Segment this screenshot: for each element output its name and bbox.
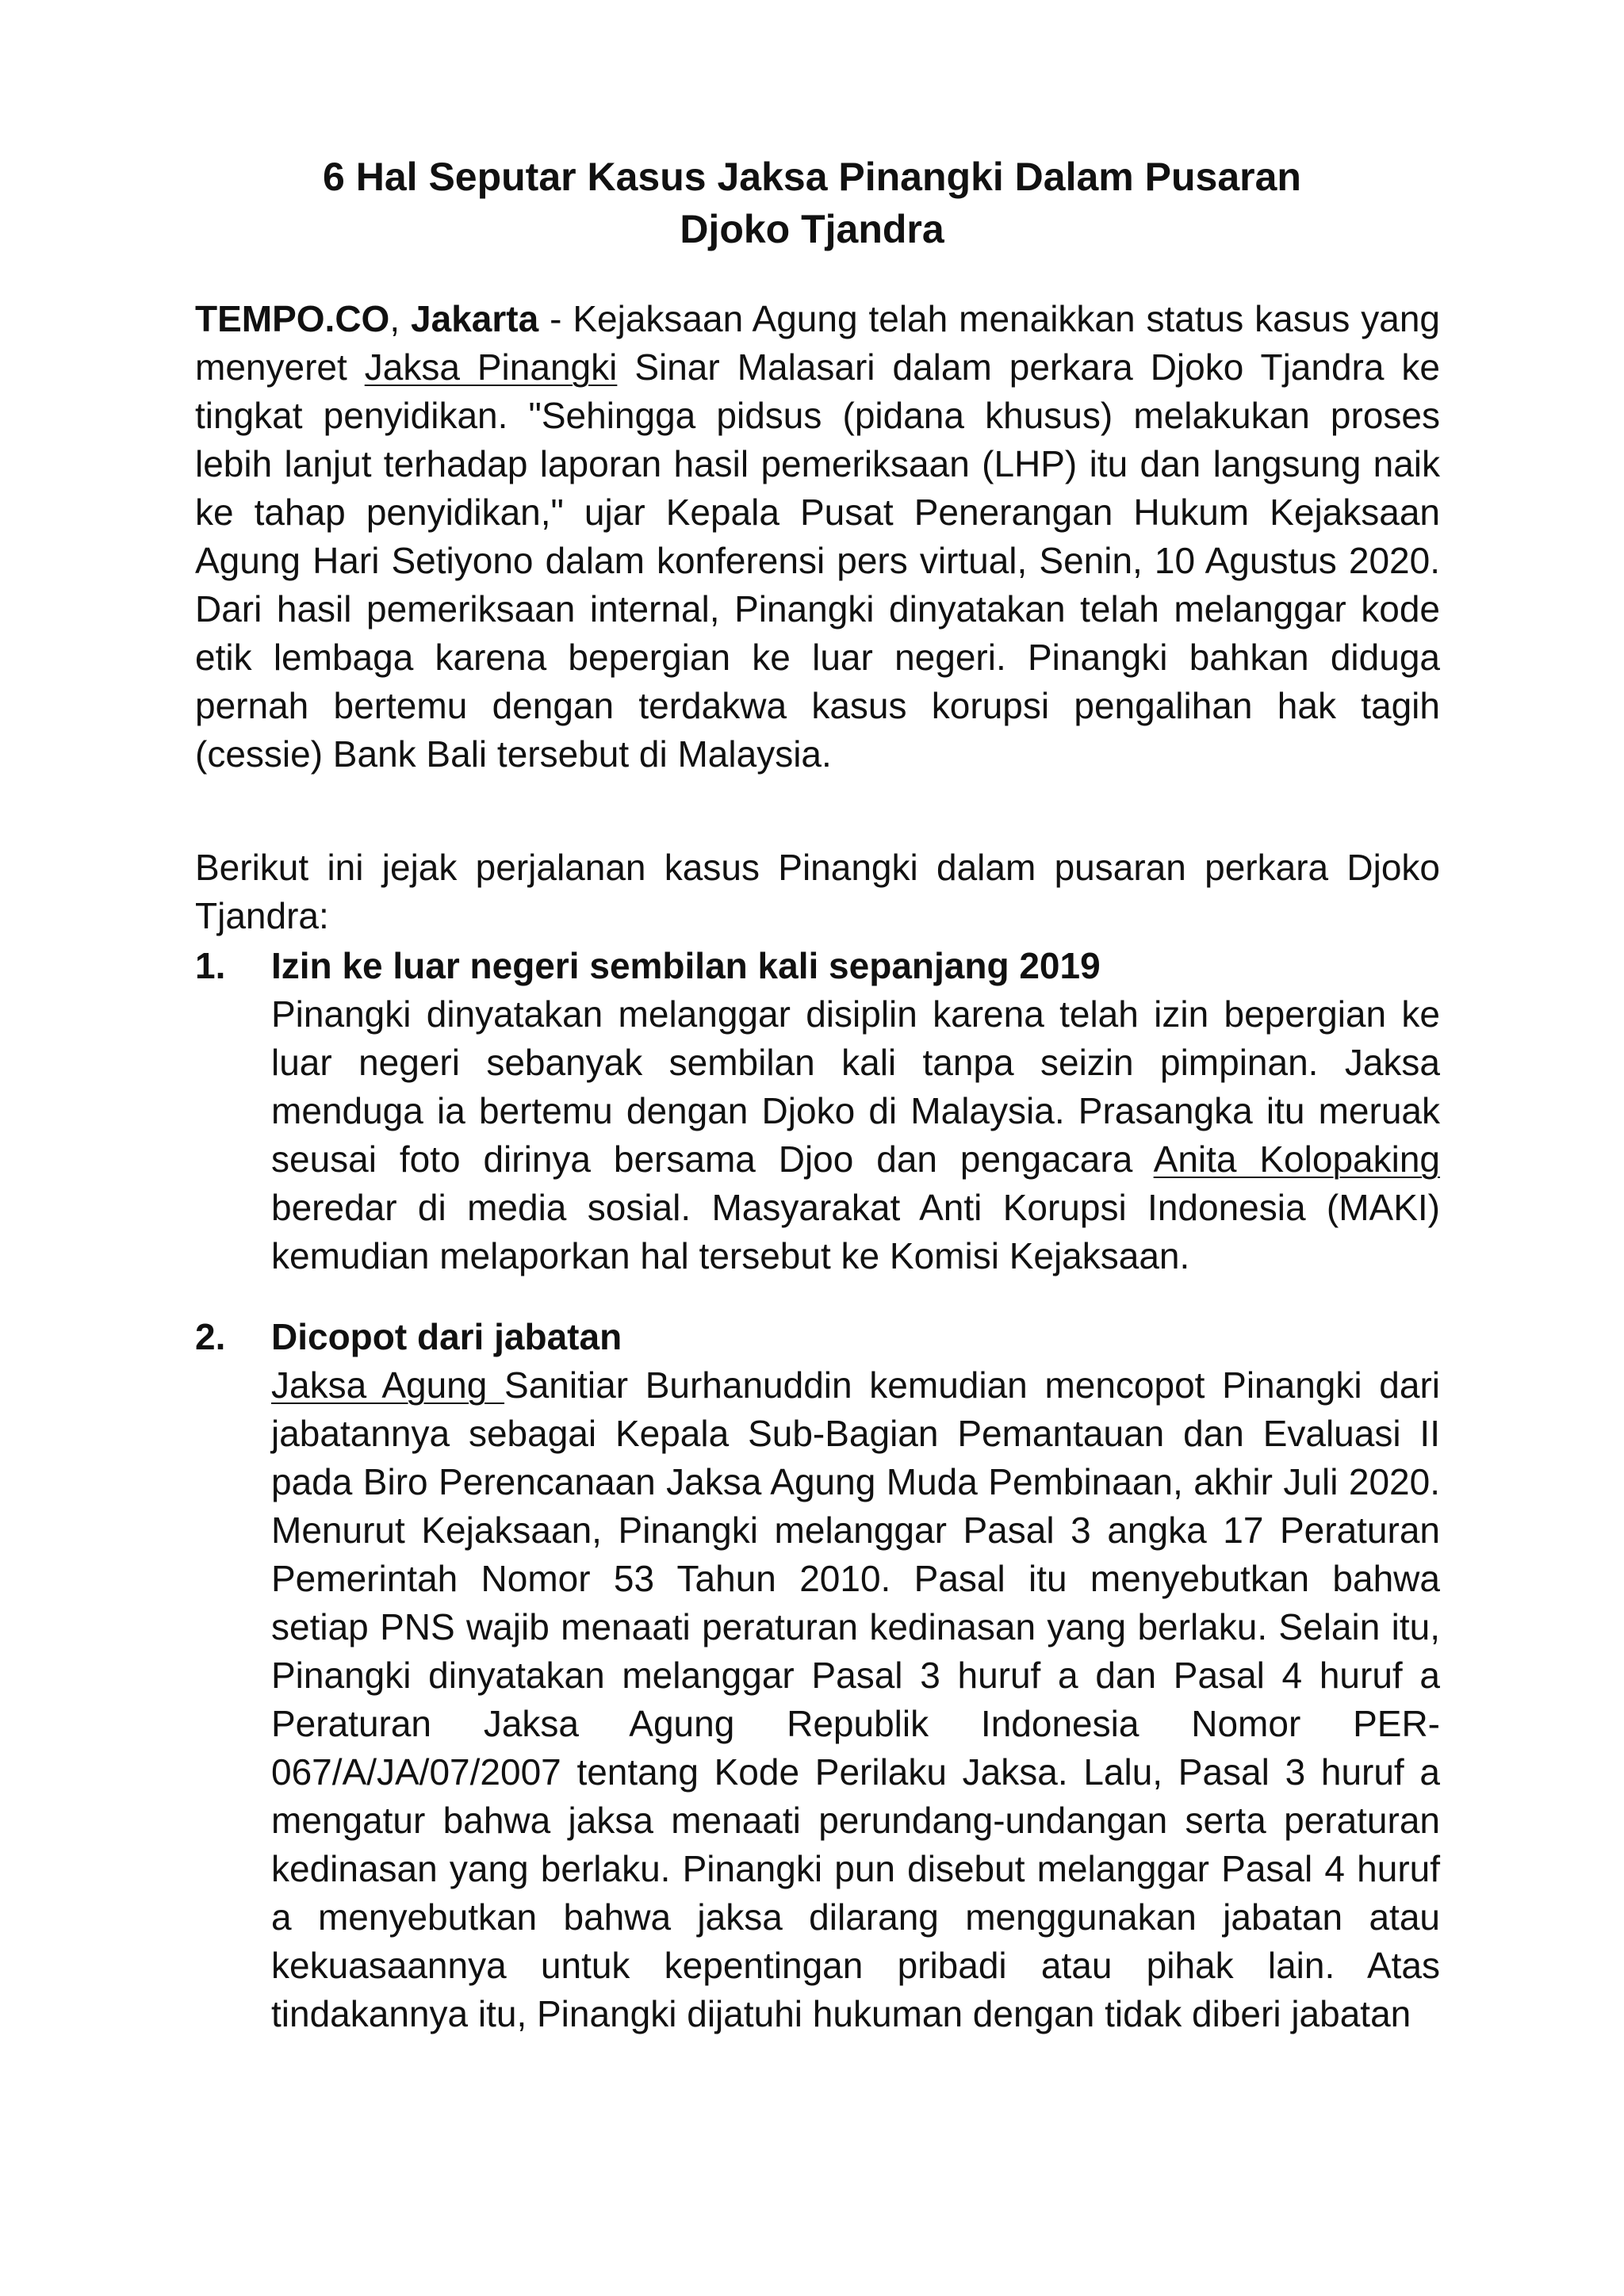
lead-paragraph: Berikut ini jejak perjalanan kasus Pinangki dalam pusaran perkara Djoko Tjandra:: [195, 847, 1440, 936]
intro-text-2: Sinar Malasari dalam perkara Djoko Tjandra ke tingkat penyidikan. "Sehingga pidsus (pidana khusus) melakukan proses lebih lanjut terhadap laporan hasil pemeriksaan (LHP) itu dan langsung naik ke tahap penyidikan," ujar Kepala Pusat Penerangan Hukum Kejaksaan Agung Hari Setiyono dalam konferensi pers virtual, Senin, 10 Agustus 2020. Dari hasil pemeriksaan internal, Pinangki dinyatakan telah melanggar kode etik lembaga karena bepergian ke luar negeri. Pinangki bahkan diduga pernah bertemu dengan terdakwa kasus korupsi pengalihan hak tagih (cessie) Bank Bali tersebut di Malaysia.: [195, 346, 1440, 775]
list-item-text-1: Pinangki dinyatakan melanggar disiplin karena telah izin bepergian ke luar negeri sebanyak sembilan kali tanpa seizin pimpinan. Jaksa menduga ia bertemu dengan Djoko di Malaysia. Prasangka itu meruak seusai foto dirinya bersama Djoo dan pengacara: [271, 993, 1440, 1180]
list-item-heading: Dicopot dari jabatan: [271, 1316, 622, 1357]
list-item-heading: Izin ke luar negeri sembilan kali sepanjang 2019: [271, 945, 1101, 986]
list-item-text-1: Sanitiar Burhanuddin kemudian mencopot Pinangki dari jabatannya sebagai Kepala Sub-Bagian Pemantauan dan Evaluasi II pada Biro Perencanaan Jaksa Agung Muda Pembinaan, akhir Juli 2020. Menurut Kejaksaan, Pinangki melanggar Pasal 3 angka 17 Peraturan Pemerintah Nomor 53 Tahun 2010. Pasal itu menyebutkan bahwa setiap PNS wajib menaati peraturan kedinasan yang berlaku. Selain itu, Pinangki dinyatakan melanggar Pasal 3 huruf a dan Pasal 4 huruf a Peraturan Jaksa Agung Republik Indonesia Nomor PER-067/A/JA/07/2007 tentang Kode Perilaku Jaksa. Lalu, Pasal 3 huruf a mengatur bahwa jaksa menaati perundang-undangan serta peraturan kedinasan yang berlaku. Pinangki pun disebut melanggar Pasal 4 huruf a menyebutkan bahwa jaksa dilarang menggunakan jabatan atau kekuasaannya untuk kepentingan pribadi atau pihak lain. Atas tindakannya itu, Pinangki dijatuhi hukuman dengan tidak diberi jabatan: [271, 1364, 1441, 2034]
intro-text-1: - Kejaksaan Agung telah menaikkan status kasus yang menyeret: [195, 298, 1440, 388]
jaksa-pinangki-link[interactable]: Jaksa Pinangki: [364, 346, 618, 388]
article-title-line-2: Djoko Tjandra: [680, 207, 944, 251]
list-item-number: 1.: [195, 945, 226, 986]
anita-kolopaking-link[interactable]: Anita Kolopaking: [1153, 1138, 1440, 1180]
list-item-number: 2.: [195, 1316, 226, 1357]
dateline-separator: ,: [389, 298, 412, 339]
article-title-line-1: 6 Hal Seputar Kasus Jaksa Pinangki Dalam Pusaran: [323, 155, 1301, 199]
dateline-city: Jakarta: [411, 298, 539, 339]
dateline-source: TEMPO.CO: [195, 298, 390, 339]
jaksa-agung-link[interactable]: Jaksa Agung: [271, 1364, 505, 1406]
list-item-text-2: beredar di media sosial. Masyarakat Anti Korupsi Indonesia (MAKI) kemudian melaporkan hal tersebut ke Komisi Kejaksaan.: [271, 1187, 1440, 1276]
intro-paragraph: [195, 295, 1440, 779]
list-item-body: [271, 990, 1440, 1280]
article-title: [0, 151, 1624, 255]
list-item-body: [271, 1361, 1440, 2038]
